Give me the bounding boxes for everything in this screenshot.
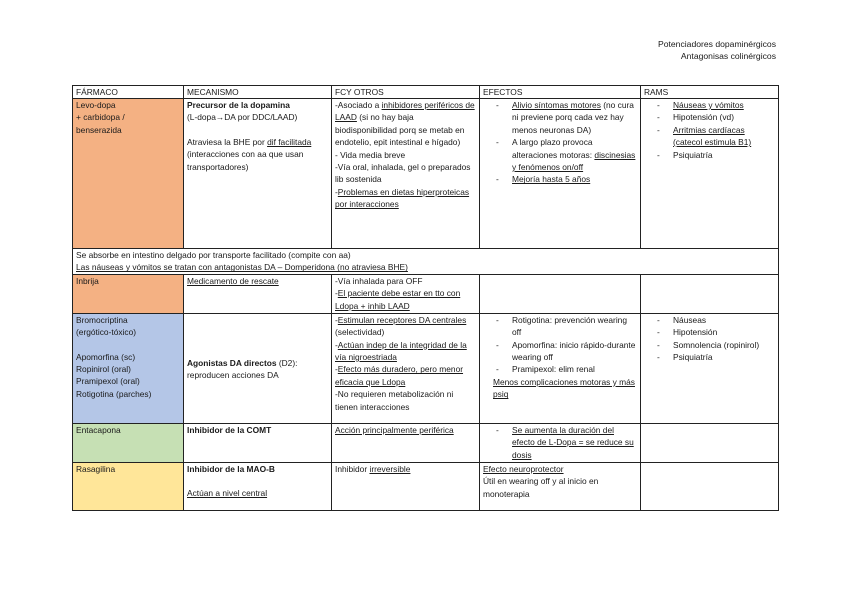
document-header	[658, 38, 776, 62]
agonistas-fcy-metabolizacion: -No requieren metabolización ni tienen interacciones	[335, 389, 454, 412]
col-header-farmaco: FÁRMACO	[73, 86, 184, 99]
levodopa-ram-nauseas: - Náuseas y vómitos	[657, 99, 775, 111]
agonista-ergotico: (ergótico-tóxico)	[76, 327, 137, 338]
entacapona-efecto-duracion: - Se aumenta la duración del efecto de L-Dopa = se reduce su dosis	[496, 424, 637, 461]
row-rasagilina	[73, 462, 779, 510]
levodopa-mecanismo-title: Precursor de la dopamina	[187, 100, 290, 110]
agonistas-efecto-pramipexol: - Pramipexol: elim renal	[496, 363, 637, 375]
entacapona-fcy-cell: Acción principalmente periférica	[332, 423, 480, 462]
levodopa-ram-hipotension: - Hipotensión (vd)	[657, 111, 775, 123]
levodopa-efectos-cell	[480, 99, 641, 249]
inbrija-fcy-via: -Vía inhalada para OFF	[335, 275, 423, 286]
agonistas-efecto-rotigotina: - Rotigotina: prevención wearing off	[496, 314, 637, 339]
rasagilina-efectos-cell	[480, 462, 641, 510]
header-line-2: Antagonisas colinérgicos	[680, 51, 776, 61]
levodopa-efecto-mejoria: - Mejoría hasta 5 años	[496, 173, 637, 185]
agonista-ropinirol: Ropinirol (oral)	[76, 364, 131, 375]
agonistas-farmaco-cell	[73, 313, 184, 423]
note-line-2: Las náuseas y vómitos se tratan con antagonistas DA – Domperidona (no atraviesa BHE)	[76, 262, 408, 273]
row-inbrija	[73, 274, 779, 313]
levodopa-mecanismo-cell	[184, 99, 332, 249]
col-header-fcy: FCY OTROS	[332, 86, 480, 99]
agonistas-mecanismo-cell	[184, 313, 332, 423]
drug-table	[72, 85, 779, 511]
rasagilina-mecanismo-central: Actúan a nivel central	[187, 488, 268, 499]
rasagilina-fcy-cell: Inhibidor irreversible	[332, 462, 480, 510]
agonistas-mecanismo: Agonistas DA directos (D2): reproducen acciones DA	[187, 357, 298, 381]
levodopa-bhe: Atraviesa la BHE por dif facilitada (interacciones con aa que usan transportadores)	[187, 136, 312, 172]
rasagilina-efecto-neuroprotector: Efecto neuroprotector	[483, 463, 564, 474]
header-line-1: Potenciadores dopaminérgicos	[658, 39, 776, 49]
agonista-bromocriptina: Bromocriptina	[76, 314, 128, 325]
inbrija-fcy-cell	[332, 274, 480, 313]
entacapona-rams-cell	[641, 423, 779, 462]
agonistas-fcy-cell	[332, 313, 480, 423]
entacapona-mecanismo-cell: Inhibidor de la COMT	[184, 423, 332, 462]
levodopa-ram-psiquiatria: - Psiquiatría	[657, 149, 775, 161]
col-header-rams: RAMS	[641, 86, 779, 99]
row-levodopa	[73, 99, 779, 249]
levodopa-name: Levo-dopa	[76, 100, 116, 110]
header-row	[73, 86, 779, 99]
note-line-1: Se absorbe en intestino delgado por transporte facilitado (compite con aa)	[76, 250, 351, 260]
levodopa-fcy-problemas: -Problemas en dietas hiperproteicas por interacciones	[335, 186, 470, 210]
levodopa-fcy-vida: - Vida media breve	[335, 149, 406, 160]
rasagilina-rams-cell	[641, 462, 779, 510]
agonista-pramipexol: Pramipexol (oral)	[76, 376, 140, 387]
agonistas-efecto-complicaciones: Menos complicaciones motoras y más psiq	[493, 376, 635, 400]
entacapona-farmaco-cell: Entacapona	[73, 423, 184, 462]
agonistas-ram-psiquiatria: - Psiquiatría	[657, 351, 775, 363]
levodopa-fcy-asociado: -Asociado a inhibidores periféricos de LAAD (si no hay baja biodisponibilidad porq se metab en endotelio, epit intestinal e hígado)	[335, 100, 475, 148]
levodopa-mecanismo-sub: (L-dopa→DA por DDC/LAAD)	[187, 112, 298, 123]
col-header-mecanismo: MECANISMO	[184, 86, 332, 99]
agonistas-fcy-duradero: -Efecto más duradero, pero menor eficacia que Ldopa	[335, 364, 464, 387]
levodopa-ram-arritmias: - Arritmias cardíacas (catecol estimula B1)	[657, 124, 775, 149]
agonistas-ram-hipotension: - Hipotensión	[657, 326, 775, 338]
inbrija-rams-cell	[641, 274, 779, 313]
agonistas-rams-cell	[641, 313, 779, 423]
row-agonistas	[73, 313, 779, 423]
agonistas-fcy-estimulan: -Estimulan receptores DA centrales (selectividad)	[335, 314, 467, 338]
inbrija-efectos-cell	[480, 274, 641, 313]
agonista-apomorfina: Apomorfina (sc)	[76, 351, 136, 362]
entacapona-efectos-cell	[480, 423, 641, 462]
absorption-note-cell	[73, 249, 779, 275]
col-header-efectos: EFECTOS	[480, 86, 641, 99]
levodopa-efecto-alivio: - Alivio síntomas motores (no cura ni previene porq cada vez hay menos neuronas DA)	[496, 99, 637, 136]
agonistas-efecto-apomorfina: - Apomorfina: inicio rápido-durante wearing off	[496, 339, 637, 364]
inbrija-farmaco-cell: Inbrija	[73, 274, 184, 313]
agonistas-fcy-indep: -Actúan indep de la integridad de la vía nigroestriada	[335, 339, 467, 363]
agonistas-ram-nauseas: - Náuseas	[657, 314, 775, 326]
levodopa-fcy-via: -Vía oral, inhalada, gel o preparados lib sostenida	[335, 162, 471, 185]
levodopa-benserazida: benserazida	[76, 124, 122, 135]
inbrija-fcy-tto: -El paciente debe estar en tto con Ldopa + inhib LAAD	[335, 288, 461, 311]
rasagilina-farmaco-cell: Rasagilina	[73, 462, 184, 510]
levodopa-efecto-largo-plazo: - A largo plazo provoca alteraciones motoras: discinesias y fenómenos on/off	[496, 136, 637, 173]
rasagilina-mecanismo-cell	[184, 462, 332, 510]
agonista-rotigotina: Rotigotina (parches)	[76, 388, 152, 399]
levodopa-carbidopa: + carbidopa /	[76, 112, 125, 123]
agonistas-ram-somnolencia: - Somnolencia (ropinirol)	[657, 339, 775, 351]
row-note	[73, 249, 779, 275]
levodopa-farmaco-cell	[73, 99, 184, 249]
rasagilina-efecto-wearing: Útil en wearing off y al inicio en monoterapia	[483, 476, 599, 499]
inbrija-mecanismo-cell: Medicamento de rescate	[184, 274, 332, 313]
agonistas-efectos-cell	[480, 313, 641, 423]
levodopa-rams-cell	[641, 99, 779, 249]
rasagilina-mecanismo: Inhibidor de la MAO-B	[187, 463, 275, 474]
row-entacapona	[73, 423, 779, 462]
levodopa-fcy-cell	[332, 99, 480, 249]
